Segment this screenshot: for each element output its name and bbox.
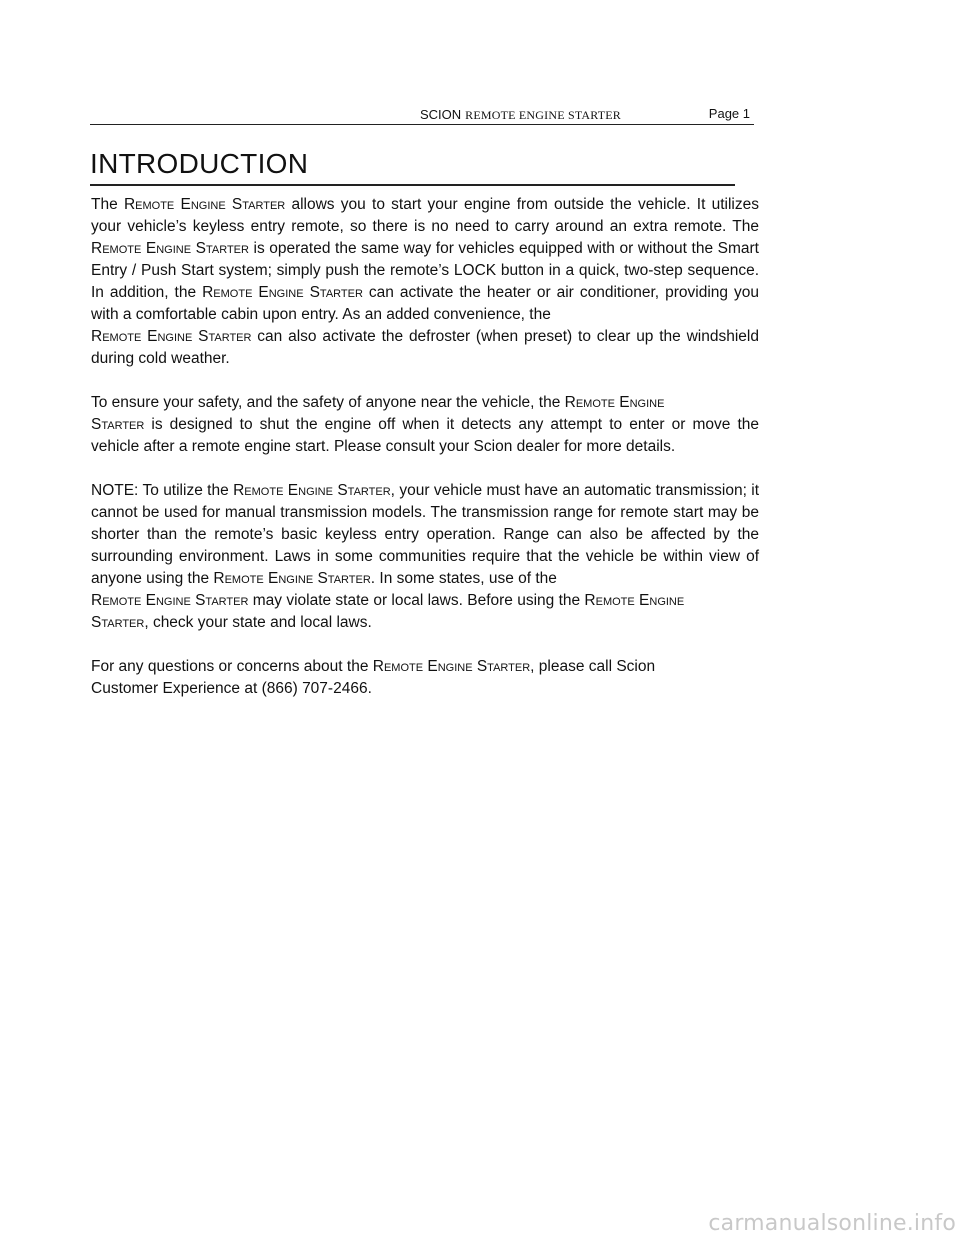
header-title [420, 106, 621, 124]
paragraph-intro: The Remote Engine Starter allows you to start your engine from outside the vehicle. It utilizes your vehicle’s keyless entry remote, so there is no need to carry around an extra remote. The Remote Engine Starter is operated the same way for vehicles equipped with or without the Smart Entry / Push Start system; simply push the remote’s LOCK button in a quick, two-step sequence. In addition, the Remote Engine Starter can activate the heater or air conditioner, providing you with a comfortable cabin upon entry. As an added convenience, the Remote Engine Starter can also activate the defroster (when preset) to clear up the windshield during cold weather. [91, 196, 760, 367]
product-name: Remote Engine Starter [202, 284, 363, 301]
page-header [90, 104, 754, 125]
product-name: Remote Engine [584, 592, 685, 609]
body-text [91, 194, 759, 722]
product-name: Remote Engine Starter [213, 570, 371, 587]
product-name: Remote Engine Starter [123, 196, 286, 213]
product-name: Remote Engine [564, 394, 665, 411]
paragraph-safety: To ensure your safety, and the safety of anyone near the vehicle, the Remote Engine Starter is designed to shut the engine off when it detects any attempt to enter or move the vehicle after a remote engine start. Please consult your Scion dealer for more details. [91, 394, 759, 455]
product-name: Remote Engine Starter [233, 482, 391, 499]
product-name: Remote Engine Starter [91, 328, 252, 345]
page-number: Page 1 [708, 106, 750, 121]
watermark: carmanualsonline.info [708, 1211, 956, 1236]
header-subtitle: REMOTE ENGINE STARTER [465, 108, 622, 122]
header-brand: SCION [420, 107, 462, 122]
product-name: Starter [91, 416, 145, 433]
product-name: Remote Engine Starter [91, 592, 249, 609]
section-title: INTRODUCTION [90, 146, 735, 186]
product-name: Remote Engine Starter [372, 658, 531, 675]
product-name: Remote Engine Starter [91, 240, 249, 257]
paragraph-note: NOTE: To utilize the Remote Engine Starter, your vehicle must have an automatic transmission; it cannot be used for manual transmission models. The transmission range for remote start may be shorter than the remote’s basic keyless entry operation. Range can also be affected by the surrounding environment. Laws in some communities require that the vehicle be within view of anyone using the Remote Engine Starter. In some states, use of the Remote Engine Starter may violate state or local laws. Before using the Remote Engine Starter, check your state and local laws. [91, 482, 759, 631]
paragraph-contact: For any questions or concerns about the Remote Engine Starter, please call Scion Customer Experience at (866) 707-2466. [91, 658, 656, 697]
product-name: Starter [91, 614, 145, 631]
